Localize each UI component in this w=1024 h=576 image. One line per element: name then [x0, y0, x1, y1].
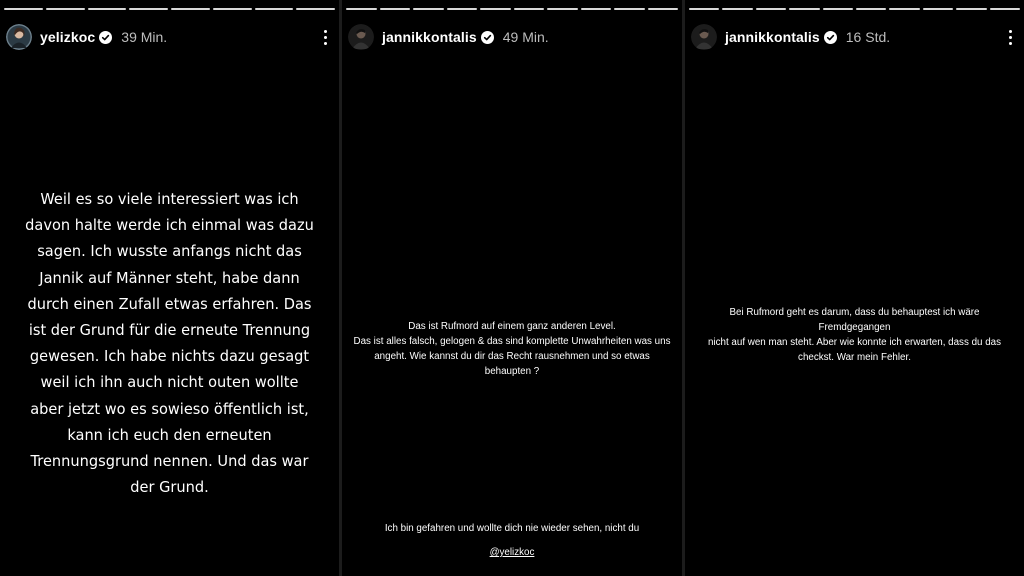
story-progress-bar [689, 8, 1020, 10]
story-panel-jannikkontalis-1[interactable] [342, 0, 682, 576]
story-header [6, 22, 333, 52]
story-text-line: nicht auf wen man steht. Aber wie konnte ich erwarten, dass du das [708, 337, 1001, 348]
avatar[interactable] [348, 24, 374, 50]
story-text-line: checkst. War mein Fehler. [798, 352, 911, 363]
story-panel-yelizkoc[interactable] [0, 0, 339, 576]
story-progress-bar [346, 8, 678, 10]
avatar[interactable] [691, 24, 717, 50]
story-footer-text: Ich bin gefahren und wollte dich nie wieder sehen, nicht du [384, 523, 640, 534]
username[interactable]: jannikkontalis [382, 29, 477, 45]
story-text-line: angeht. Wie kannst du dir das Recht rausnehmen und so etwas behaupten ? [374, 351, 650, 377]
more-options-icon[interactable] [1002, 28, 1018, 46]
verified-badge-icon [99, 31, 112, 44]
story-text-line: Bei Rufmord geht es darum, dass du behauptest ich wäre Fremdgegangen [729, 307, 980, 333]
story-text: Weil es so viele interessiert was ich davon halte werde ich einmal was dazu sagen. Ich wusste anfangs nicht das Jannik auf Männer steht, habe dann durch einen Zufall etwas erfahren. Das ist der Grund für die erneute Trennung gewesen. Ich habe nichts dazu gesagt weil ich ihn auch nicht outen wollte aber jetzt wo es sowieso öffentlich ist, kann ich euch den erneuten Trennungsgrund nennen. Und das war der Grund. [25, 190, 314, 497]
username[interactable]: yelizkoc [40, 29, 96, 45]
verified-badge-icon [824, 31, 837, 44]
story-header [691, 22, 1018, 52]
post-time: 49 Min. [502, 29, 549, 45]
story-panel-jannikkontalis-2[interactable] [685, 0, 1024, 576]
story-progress-bar [4, 8, 335, 10]
story-header [348, 22, 676, 52]
more-options-icon[interactable] [317, 28, 333, 46]
post-time: 39 Min. [121, 29, 168, 45]
avatar[interactable] [6, 24, 32, 50]
story-text [352, 319, 672, 379]
story-text-line: Das ist Rufmord auf einem ganz anderen Level. [408, 321, 616, 332]
story-text-line: Das ist alles falsch, gelogen & das sind komplette Unwahrheiten was uns [353, 336, 671, 347]
story-text [695, 305, 1014, 365]
verified-badge-icon [481, 31, 494, 44]
post-time: 16 Std. [845, 29, 891, 45]
mention-link[interactable]: @yelizkoc [489, 547, 535, 558]
username[interactable]: jannikkontalis [725, 29, 820, 45]
